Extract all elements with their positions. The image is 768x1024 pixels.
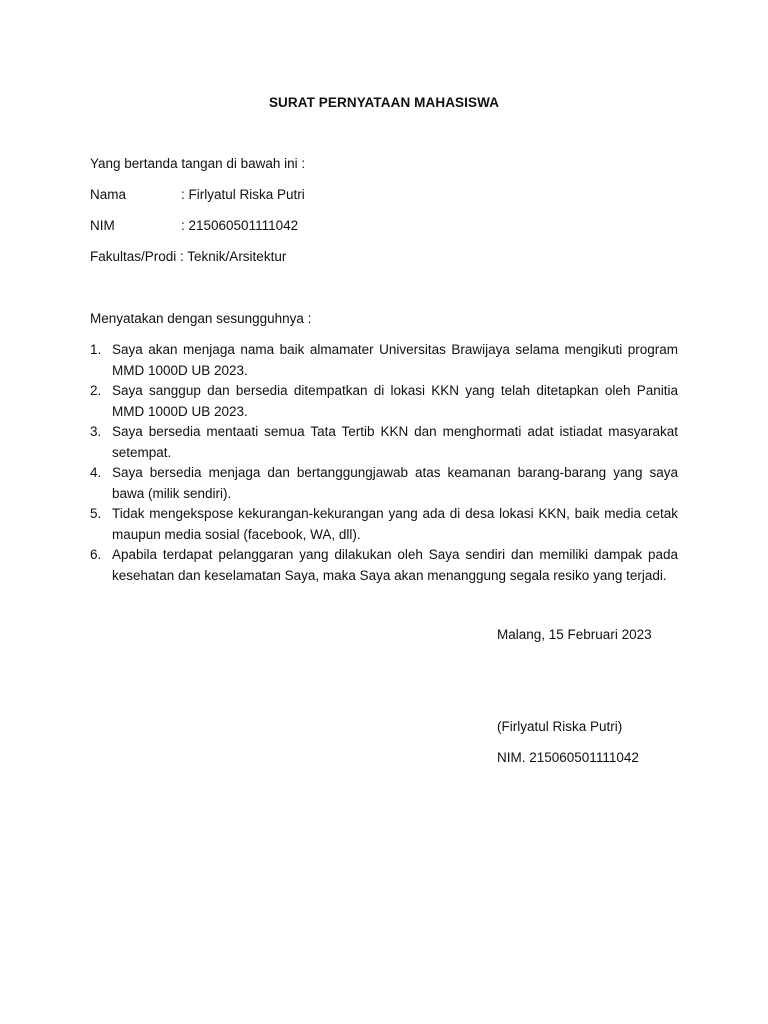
statement-item bbox=[90, 463, 678, 504]
statement-item bbox=[90, 340, 678, 381]
signer-nim: NIM. 215060501111042 bbox=[497, 750, 639, 765]
statement-item bbox=[90, 422, 678, 463]
nim-label: NIM bbox=[90, 218, 115, 233]
statement-text: Saya akan menjaga nama baik almamater Universitas Brawijaya selama mengikuti program MMD 1000D UB 2023. bbox=[112, 342, 678, 378]
faculty-line: Fakultas/Prodi : Teknik/Arsitektur bbox=[90, 249, 287, 264]
statement-item bbox=[90, 381, 678, 422]
statement-number: 4. bbox=[90, 465, 102, 480]
statement-text: Saya bersedia mentaati semua Tata Tertib KKN dan menghormati adat istiadat masyarakat setempat. bbox=[112, 424, 678, 460]
statement-text: Saya bersedia menjaga dan bertanggungjawab atas keamanan barang-barang yang saya bawa (milik sendiri). bbox=[112, 465, 678, 501]
statement-list bbox=[90, 340, 678, 586]
statement-number: 2. bbox=[90, 383, 102, 398]
statement-number: 1. bbox=[90, 342, 102, 357]
intro-text: Yang bertanda tangan di bawah ini : bbox=[90, 156, 306, 171]
statement-number: 5. bbox=[90, 506, 102, 521]
statement-heading: Menyatakan dengan sesungguhnya : bbox=[90, 311, 312, 326]
statement-text: Apabila terdapat pelanggaran yang dilakukan oleh Saya sendiri dan memiliki dampak pada kesehatan dan keselamatan Saya, maka Saya akan menanggung segala resiko yang terjadi. bbox=[112, 547, 678, 583]
document-title: SURAT PERNYATAAN MAHASISWA bbox=[268, 95, 500, 110]
statement-text: Saya sanggup dan bersedia ditempatkan di lokasi KKN yang telah ditetapkan oleh Panitia MMD 1000D UB 2023. bbox=[112, 383, 678, 419]
statement-item bbox=[90, 545, 678, 586]
name-value: : Firlyatul Riska Putri bbox=[181, 187, 305, 202]
place-date: Malang, 15 Februari 2023 bbox=[497, 627, 652, 642]
statement-number: 3. bbox=[90, 424, 102, 439]
statement-text: Tidak mengekspose kekurangan-kekurangan yang ada di desa lokasi KKN, baik media cetak maupun media sosial (facebook, WA, dll). bbox=[112, 506, 678, 542]
name-label: Nama bbox=[90, 187, 127, 202]
statement-item bbox=[90, 504, 678, 545]
nim-value: : 215060501111042 bbox=[181, 218, 299, 233]
statement-number: 6. bbox=[90, 547, 102, 562]
signer-name: (Firlyatul Riska Putri) bbox=[497, 719, 623, 734]
